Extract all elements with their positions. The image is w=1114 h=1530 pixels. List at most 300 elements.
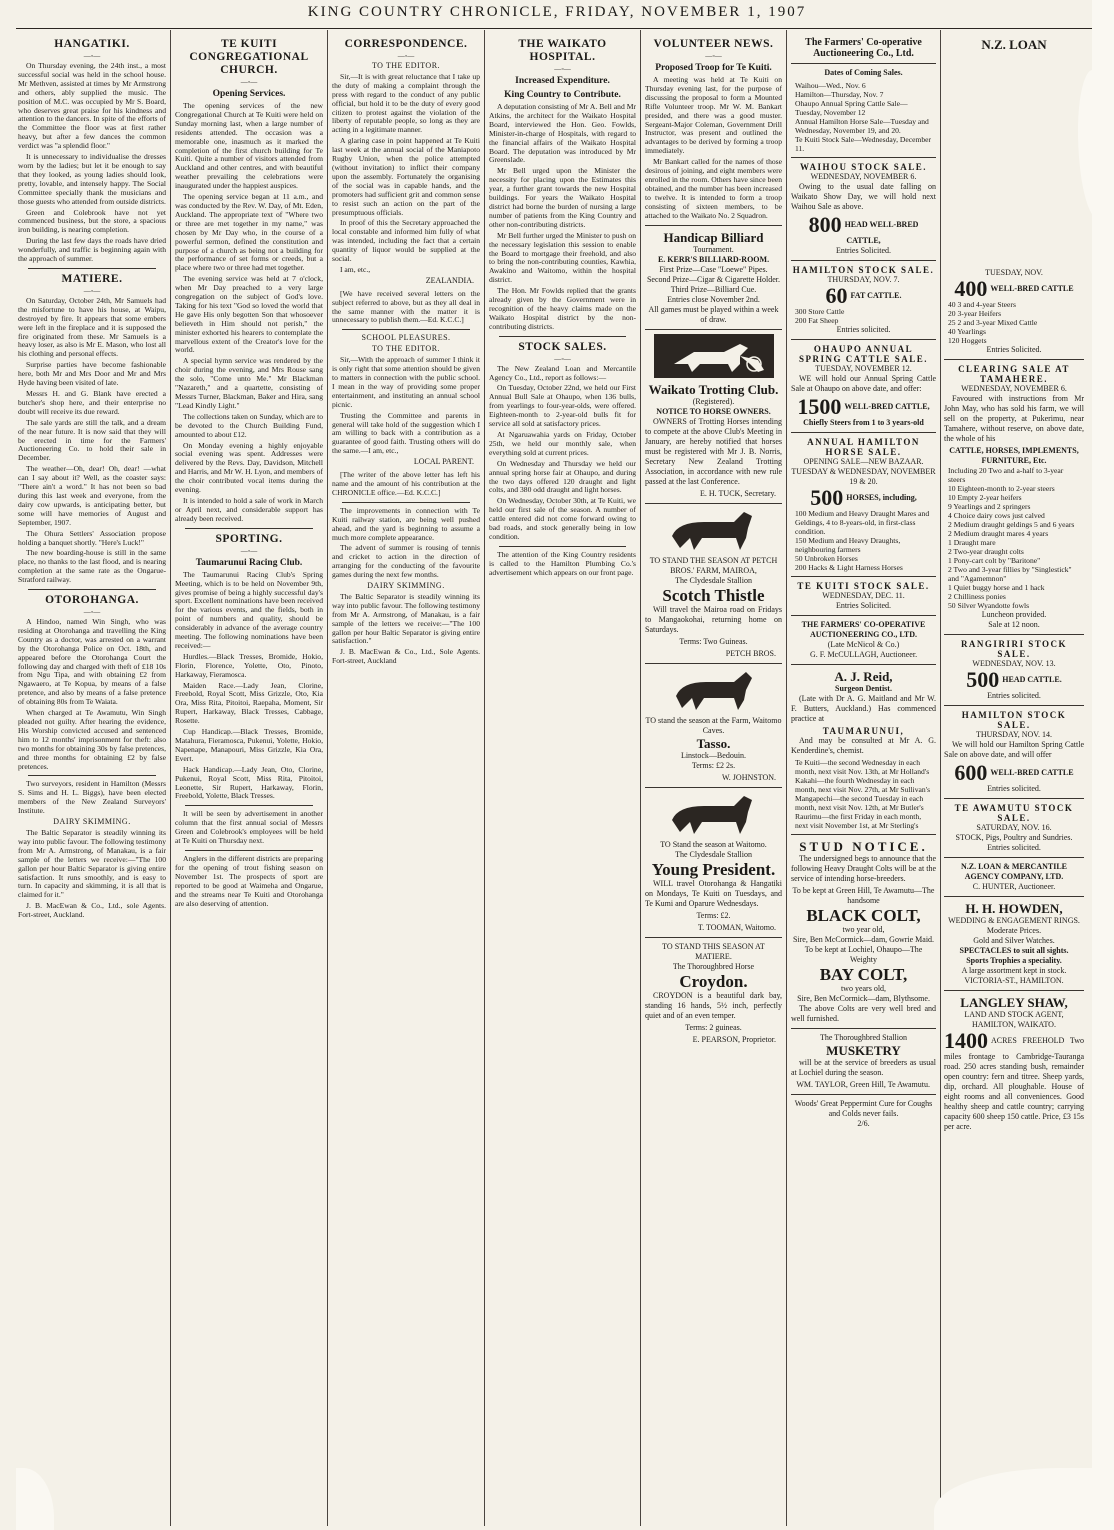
divider: [185, 805, 313, 806]
ad-assortment: A large assortment kept in stock.: [961, 966, 1067, 975]
divider: [791, 432, 936, 433]
article-paragraph: Messrs H. and G. Blank have erected a butcher's shop here, and their enterprise no doubt will receive its due reward.: [18, 389, 166, 416]
divider: [185, 850, 313, 851]
visit-list: Te Kuiti—the second Wednesday in each month, next visit Nov. 13th, at Mr Holland's Kakahi—the fourth Wednesday in each month, next visit Nov. 27th, at Mr Sullivan's Mangapechi—the second Tuesday in each month, next visit Nov. 12th, at Mr Butler's Raurimu—the first Friday in each month, next visit November 1st, at Mr Sterling's: [795, 758, 931, 830]
ad-body: The undersigned begs to announce that the following Heavy Draught Colts will be at the service of intending horse-breeders.: [791, 854, 936, 883]
head-count: 600: [954, 760, 988, 785]
sale-date: WEDNESDAY, DEC. 11.: [822, 591, 905, 600]
ad-title: STUD NOTICE.: [799, 839, 928, 854]
ad-close-date: Entries close November 2nd.: [667, 294, 760, 304]
article-paragraph: A meeting was held at Te Kuiti on Thursday evening last, for the purpose of discussing the proposal to form a Mounted Rifle Volunteer troop. Mr W. M. Bankart presided, and there was a good muster. Sergeant-Major Coleman, Government Drill Instructor, was present and outlined the advantages to be derived by forming a troop immediately.: [645, 75, 782, 156]
ad-intro: TO STAND THE SEASON AT PETCH BROS.' FARM, MAIROA,: [649, 555, 778, 575]
heading-volunteer-news: VOLUNTEER NEWS.: [653, 38, 774, 50]
ad-stallion-name: MUSKETRY: [826, 1043, 901, 1058]
sale-title: OHAUPO ANNUAL SPRING CATTLE SALE.: [798, 344, 929, 364]
ad-breed: The Clydesdale Stallion: [675, 849, 752, 859]
ad-body: will be at the service of breeders as usual at Lochiel during the season.: [791, 1058, 936, 1077]
ornament: —◦—: [83, 608, 101, 617]
ad-subtitle: LAND AND STOCK AGENT,: [964, 1010, 1064, 1019]
heading-congregational-church: TE KUITI CONGREGATIONAL CHURCH.: [189, 38, 309, 76]
article-paragraph: Anglers in the different districts are preparing for the opening of trout fishing season on November 1st. The prospects of sport are reported to be good at Waimeha and Ongarue, and the streams near Te Kuiti and Otorohanga are also deserving of attention.: [175, 853, 323, 908]
sale-date: Te Kuiti Stock Sale—Wednesday, December 11.: [795, 135, 932, 153]
article-paragraph: Trusting the Committee and parents in general will take hold of the suggestion which I am willing to back with a contribution as a guarantee of good faith. Trusting others will do the same.—I am, etc.,: [332, 410, 480, 456]
column-3: [332, 34, 480, 1524]
letter-signature: LOCAL PARENT.: [413, 457, 474, 467]
colt-sire: Sire, Ben McCormick—dam, Gowrie Maid.: [792, 935, 935, 944]
ad-tasso: [645, 668, 782, 783]
head-count: 500: [810, 485, 844, 510]
stock-list: 300 Store Cattle 200 Fat Sheep: [795, 307, 845, 325]
ad-body: ACRES FREEHOLD Two miles frontage to Cambridge-Tauranga road. 250 acres standing bush, remainder open country: fern and titree. Sheep yards, dip, orchard. All ploughable. House of eight rooms and all conveniences. Good healthy sheep and cattle country; carrying capacity 600 sheep 150 cattle. Price, £3 15s per acre.: [944, 1035, 1084, 1131]
subheading-opening-services: Opening Services.: [212, 89, 286, 99]
ornament: —◦—: [83, 286, 101, 295]
column-6: [791, 34, 936, 1524]
ad-body: WE will hold our Annual Spring Cattle Sale at Ohaupo on above date, and offer:: [791, 374, 936, 393]
ad-body: OWNERS of Trotting Horses intending to compete at the above Club's Meeting in January, are hereby notified that horses must be registered with Mr J. B. Norris, Secretary New Zealand Trotting Association, in accordance with new rule passed at the last Conference.: [645, 416, 782, 486]
ad-terms: Terms: £2.: [696, 910, 731, 920]
ad-breed: The Clydesdale Stallion: [675, 575, 752, 585]
article-paragraph: The opening services of the new Congregational Church at Te Kuiti were held on Sunday morning last, when a large number of residents attended. The occasion was a memorable one, inasmuch as it marked the completion of the first church building for Te Kuiti. Quite a number of visitors attended from Auckland and other centres, and with beautiful weather prevailing the celebrations were inaugurated under the happiest auspices.: [175, 101, 323, 191]
head-count: 1500: [797, 394, 842, 419]
article-paragraph: On Saturday, October 24th, Mr Samuels had the misfortune to have his house, at Waipu, destroyed by fire. It appears that some embers were left in the fireplace and it is supposed the fire originated from these. Mr Samuels is a heavy loser, as also is Mr E. Mason, who lost all his clothing and personal effects.: [18, 295, 166, 359]
ornament: —◦—: [705, 52, 722, 60]
ad-body: STOCK, Pigs, Poultry and Sundries.: [955, 833, 1073, 842]
ad-dentist: [791, 669, 936, 830]
sale-title: WAIHOU STOCK SALE.: [799, 162, 928, 172]
ad-address: HAMILTON, WAIKATO.: [972, 1020, 1056, 1029]
sale-dates-list: [795, 81, 932, 153]
divider: [185, 528, 313, 529]
ad-stallion-name: Scotch Thistle: [662, 585, 765, 605]
ad-intro: TO stand the season at the Farm, Waitomo Caves.: [645, 715, 782, 735]
ad-subtitle: Surgeon Dentist.: [835, 684, 892, 693]
prize-line: First Prize—Case "Loewe" Pipes.: [659, 264, 768, 274]
article-paragraph: It will be seen by advertisement in another column that the first annual social of Messrs Green and Colebrook's employees will be held at Te Kuiti on Thursday next.: [175, 809, 323, 846]
sale-time: Sale at 12 noon.: [988, 620, 1040, 629]
ad-breed: The Thoroughbred Horse: [672, 961, 755, 971]
article-paragraph: Surprise parties have become fashionable here, both Mr and Mrs Door and Mr and Mrs Hyde having been visited of late.: [18, 360, 166, 388]
divider: [791, 615, 936, 616]
article-paragraph: Sir,—With the approach of summer I think it is only right that some attention should be given to matters in connection with the public school. I mean in the way of providing some proper entertainment, and instituting an annual school picnic.: [332, 355, 480, 409]
ad-body: We will hold our Hamilton Spring Cattle Sale on above date, and will offer: [944, 740, 1084, 759]
article-paragraph: On Thursday evening, the 24th inst., a most successful social was held in the school house. Mr Methven, assisted at times by Mr Armstrong and others, ably supplied the music. The position of M.C. was occupied by Mr S. Board, who deserves great praise for his kindness and attention to the dancers. In spite of the efforts of the Committee the floor was at first rather heavy, but after a few dances the common verdict was "a splendid floor.": [18, 61, 166, 151]
ad-trophies: Sports Trophies a speciality.: [966, 956, 1062, 965]
ad-terms: Terms: Two Guineas.: [679, 636, 748, 646]
company-subtitle: (Late McNicol & Co.): [827, 640, 900, 649]
divider: [28, 589, 156, 590]
ad-title: A. J. Reid,: [834, 669, 893, 684]
ad-body: CROYDON is a beautiful dark bay, standing 16 hands, 5½ inch, perfectly quiet and of an even temper.: [645, 990, 782, 1020]
article-paragraph: At Ngaruawahia yards on Friday, October 25th, we held our monthly sale, when everything sold at current prices.: [489, 430, 636, 457]
ad-langley-shaw: [944, 995, 1084, 1132]
masthead: KING COUNTRY CHRONICLE, FRIDAY, NOVEMBER 1, 1907: [307, 4, 807, 20]
sale-date: TUESDAY, NOVEMBER 12.: [815, 364, 912, 373]
ad-body: Favoured with instructions from Mr John May, who has sold his farm, we will sell on the property, at Pukerimu, near Tamahere, without reserve, on above date, the whole of his: [944, 394, 1084, 443]
article-paragraph: On Tuesday, October 22nd, we held our First Annual Bull Sale at Ohaupo, when 136 bulls, from yearlings to four-year-olds, were offered. Eighteen-month to 2-year-old bulls fit for service all sold at satisfactory prices.: [489, 383, 636, 429]
colt-name: BAY COLT,: [819, 965, 908, 984]
subheading-racing-club: Taumarunui Racing Club.: [195, 557, 303, 568]
divider: [791, 63, 936, 64]
divider: [944, 798, 1084, 799]
sale-title: HAMILTON STOCK SALE.: [792, 265, 935, 275]
divider: [791, 664, 936, 665]
ad-intro: TO Stand the season at Waitomo.: [660, 839, 767, 849]
ornament: —◦—: [83, 52, 101, 60]
ad-croydon: [645, 942, 782, 1045]
stock-list: 40 3 and 4-year Steers 20 3-year Heifers 25 2 and 3-year Mixed Cattle 40 Yearlings 120 Hoggets: [948, 300, 1038, 345]
ad-body: WILL travel Otorohanga & Hangatiki on Mondays, Te Kuiti on Tuesdays, and Te Kumi and Oparure Wednesdays.: [645, 878, 782, 908]
entries-note: Entries Solicited.: [835, 601, 892, 610]
stock-item: HEAD WELL-BRED CATTLE,: [844, 219, 919, 245]
ad-location: To be kept at Lochiel, Ohaupo—The Weighty: [804, 945, 923, 964]
to-the-editor: TO THE EDITOR.: [371, 61, 441, 70]
torn-edge: [1092, 0, 1114, 1530]
sale-date: Ohaupo Annual Spring Cattle Sale—Tuesday, November 12: [795, 99, 908, 117]
article-paragraph: When charged at Te Awamutu, Win Singh pleaded not guilty. After hearing the evidence, His Worship convicted accused and sentenced him to 12 months' imprisonment for theft: also two months for obtaining 30s by false pretences, and three months for obtaining £2 by false pretences.: [18, 708, 166, 771]
ad-stud-notice: [791, 839, 936, 1129]
sale-date: TUESDAY, NOV.: [985, 268, 1043, 277]
torn-area: [944, 55, 1084, 265]
ad-annual-horse-sale: [791, 437, 936, 572]
head-count: 500: [966, 667, 1000, 692]
ad-notice: NOTICE TO HORSE OWNERS.: [656, 406, 771, 416]
stock-list: Including 20 Two and a-half to 3-year steers 10 Eighteen-month to 2-year steers 10 Empty 2-year heifers 9 Yearlings and 2 springers 4 Choice dairy cows just calved 2 Medium draught geldings 5 and 6 years 2 Medium draught mares 4 years 1 Draught mare 2 Two-year draught colts 1 Pony-cart colt by "Baritone" 2 Two and 3-year fillies by "Singlestick" and "Agamemnon" 1 Quiet buggy horse and 1 hack 2 Chilliness ponies 50 Silver Wyandotte fowls: [948, 466, 1075, 610]
ad-woods-cure: Woods' Great Peppermint Cure for Coughs and Colds never fails.: [794, 1099, 933, 1118]
sale-title: TE AWAMUTU STOCK SALE.: [954, 803, 1074, 823]
article-paragraph: Cup Handicap.—Black Tresses, Bromide, Matahura, Fieramosca, Pukenui, Yolette, Hokio, Napenape, Manapouri, Miss Grizzle, Kia Ora, Evert.: [175, 727, 323, 763]
ad-stallion-name: Young President.: [651, 859, 776, 879]
ad-signature: T. TOOMAN, Waitomo.: [697, 922, 776, 932]
divider: [28, 268, 156, 269]
article-paragraph: The Ohura Settlers' Association propose holding a banquet shortly. "Here's Luck!": [18, 528, 166, 547]
ornament: —◦—: [554, 65, 571, 73]
ad-subtitle: Tournament.: [693, 244, 734, 254]
ad-hamilton-sale: [791, 265, 936, 335]
ad-terms: Terms: 2 guineas.: [685, 1022, 742, 1032]
prize-line: Second Prize—Cigar & Cigarette Holder.: [646, 274, 781, 284]
stock-item: WELL-BRED CATTLE, Chiefly Steers from 1 to 3 years-old: [803, 401, 930, 427]
article-paragraph: J. B. MacEwan & Co., Ltd., Sole Agents. Fort-street, Auckland: [332, 647, 480, 666]
ad-wedding-rings: WEDDING & ENGAGEMENT RINGS.: [948, 916, 1080, 925]
article-paragraph: On Wednesday, October 30th, at Te Kuiti, we held our first sale of the season. A number of cattle entered did not come forward owing to bad roads, and stock generally being in low condition.: [489, 496, 636, 541]
ornament: —◦—: [240, 546, 258, 555]
ad-location: To be kept at Green Hill, Te Awamutu—The handsome: [792, 886, 935, 905]
ad-note: All games must be played within a week of draw.: [648, 304, 779, 324]
to-the-editor: TO THE EDITOR.: [371, 344, 441, 354]
ad-signature: PETCH BROS.: [725, 648, 776, 658]
divider: [499, 336, 626, 337]
ad-clearing-sale: [944, 364, 1084, 630]
sale-subtitle: OPENING SALE—NEW BAZAAR.: [803, 457, 924, 466]
article-paragraph: The New Zealand Loan and Mercantile Agency Co., Ltd., report as follows:—: [489, 363, 636, 382]
article-paragraph: The opening service began at 11 a.m., and was conducted by the Rev. W. Day, of Mt. Eden, Auckland. The appropriate text of "Where two or three are met together in my name," was chosen by Mr Day who, in the course of a powerful sermon, defined the constitution and purpose of a church as being not a building for the performance of set forms or creeds, but a place where two or three had met together.: [175, 192, 323, 273]
article-paragraph: During the last few days the roads have dried wonderfully, and traffic is beginning again with the approach of summer.: [18, 236, 166, 264]
ad-title: H. H. HOWDEN,: [965, 901, 1063, 916]
divider: [645, 663, 782, 664]
ornament: —◦—: [554, 354, 571, 363]
editor-note: [We have received several letters on the subject referred to above, but as they all deal in the same manner with the matter it is unnecessary to publish them.—Ed. K.C.C.]: [332, 288, 480, 325]
column-rule: [484, 30, 485, 1526]
sale-date: WEDNESDAY, NOVEMBER 6.: [961, 384, 1067, 393]
article-paragraph: On Wednesday and Thursday we held our annual spring horse fair at Ohaupo, and during the two days offered 120 draught and light colts, and 380 odd draught and light horses.: [489, 458, 636, 495]
article-paragraph: It is intended to hold a sale of work in March or April next, and considerable support has already been received.: [175, 495, 323, 523]
entries-note: Entries solicited.: [836, 325, 891, 334]
sale-date: Hamilton—Thursday, Nov. 7: [795, 90, 884, 99]
article-paragraph: It is unnecessary to individualise the dresses worn by the ladies; but let it be enough to say that they looked, as young ladies should look, pretty, lovable, and intensely happy. The Social Committee specially thank the musicians and those guests who attended from outside districts.: [18, 152, 166, 206]
article-paragraph: The new boarding-house is still in the same place, no thanks to the last flood, and is nearing completion at the same rate as the Ongarue-Stratford railway.: [18, 548, 166, 585]
entries-note: Entries solicited.: [987, 843, 1041, 852]
heading-school-pleasures: SCHOOL PLEASURES.: [361, 333, 451, 343]
ad-waihou-sale: [791, 162, 936, 256]
colt-sire: Sire, Ben McCormick—dam, Blythsome.: [797, 994, 930, 1003]
subheading-king-country: King Country to Contribute.: [504, 90, 621, 100]
article-paragraph: Two surveyors, resident in Hamilton (Messrs S. Sims and H. L. Biggs), have been elected members of the New Zealand Surveyors' Institute.: [18, 779, 166, 816]
letter-signature: ZEALANDIA.: [425, 275, 474, 285]
acre-count: 1400: [944, 1028, 988, 1053]
sale-date: TUESDAY & WEDNESDAY, NOVEMBER 19 & 20.: [791, 467, 936, 486]
stock-item: HORSES, including,: [846, 492, 917, 502]
divider: [645, 937, 782, 938]
ad-ohaupo-400: [944, 268, 1084, 355]
sale-title: HAMILTON STOCK SALE.: [961, 710, 1067, 730]
sale-date: WEDNESDAY, NOVEMBER 6.: [810, 172, 917, 181]
dates-title: Dates of Coming Sales.: [824, 68, 903, 77]
article-paragraph: Maiden Race.—Lady Jean, Clorine, Freebold, Royal Scott, Miss Grizzle, Oto, Kia Ora, Miss Rita, Pitoitoi, Raepaha, Moment, Sir Rupert, Harkaway, Black Tresses, Cabbage, Rosette.: [175, 680, 323, 726]
article-paragraph: The evening service was held at 7 o'clock, when Mr Day preached to a very large congregation on the subject of God's love. Taking for his text "God so loved the world that He gave His only begotten Son that whosoever believeth in Him should not perish," the minister exhorted his hearers to contemplate the marvellous extent of the Creator's love for the world.: [175, 274, 323, 355]
editor-note: [The writer of the above letter has left his name and the amount of his contribution at the CHRONICLE office.—Ed. K.C.C.]: [332, 470, 480, 497]
article-paragraph: The Baltic Separator is steadily winning its way into public favour. The following testimony from Mr A. Armstrong, of Manakau, is a fair sample of the letters we receive:—"The 100 gallon per hour Baltic Separator is giving entire satisfaction. It runs smoothly, and is easy to turn. In capacity and skimming, it is all that is claimed for it.": [18, 827, 166, 900]
article-paragraph: Hack Handicap.—Lady Jean, Oto, Clorine, Pukenui, Royal Scott, Miss Rita, Pitoitoi, Leonette, Sir Rupert, Harkaway, Florin, Freebold, Yolette, Black Tresses.: [175, 764, 323, 801]
article-paragraph: A deputation consisting of Mr A. Bell and Mr Atkins, the architect for the Waikato Hospital Board, interviewed the Hon. Geo. Fowlds, Minister-in-charge of Hospitals, with regard to the financial affairs of the Waikato Hospital Board. The deputation was introduced by Mr Greenslade.: [489, 102, 636, 165]
ad-place: TAUMARUNUI,: [822, 726, 905, 736]
ad-title: The Farmers' Co-operative Auctioneering Co., Ltd.: [805, 37, 922, 59]
masthead-rule: [16, 28, 1114, 29]
stock-item: WELL-BRED CATTLE: [990, 767, 1074, 777]
article-paragraph: In proof of this the Secretary approached the local constable and informed him fully of what was intended, including the fact that a certain quantity of liquor would be supplied at the social.: [332, 218, 480, 264]
ad-signature: E. PEARSON, Proprietor.: [692, 1034, 776, 1044]
article-paragraph: A Hindoo, named Win Singh, who was residing at Otorohanga and travelling the King Country as a doctor, was arrested on a warrant by the Otorohanga Police on Oct. 18th, and appeared before the Otorohanga Court the following day and charged with theft of £18 10s from Ngu Tipa, and with obtaining £2 from Ngawaero, at Te Kopua, by means of a false pretence, and also by means of a false pretence of obtaining 80s from Te Waiata.: [18, 617, 166, 707]
article-paragraph: The Taumarunui Racing Club's Spring Meeting, which is to be held on November 9th, gives promise of being a highly successful day's sport. Excellent nominations have been received for the various events, and the fields, both in point of numbers and quality, should be considerably in advance of the average country meeting. The following nominations have been received:—: [175, 569, 323, 650]
heading-waikato-hospital: THE WAIKATO HOSPITAL.: [518, 38, 607, 63]
divider: [944, 990, 1084, 991]
sale-date: SATURDAY, NOV. 16.: [976, 823, 1052, 832]
article-paragraph: Mr Bell further urged the Minister to push on the necessary legislation this session to enable the Board to mortgage their freehold, and also to bring the non-contributing counties, Kawhia, Awakino and Waitomo, within the hospital district.: [489, 230, 636, 285]
divider: [645, 329, 782, 330]
divider: [944, 896, 1084, 897]
column-rule: [786, 30, 787, 1526]
divider: [791, 1028, 936, 1029]
draught-horse-icon: [654, 508, 774, 552]
sale-title: TE KUITI STOCK SALE.: [797, 581, 930, 591]
ad-howden-jeweller: [944, 901, 1084, 986]
ornament: —◦—: [240, 78, 258, 86]
article-paragraph: Mr Bell urged upon the Minister the necessity for placing upon the Estimates this year, a further grant towards the new Hospital buildings. For years the Waikato Hospital district had borne the burden of nursing a large number of patients from the King Country and other non-contributing districts.: [489, 166, 636, 229]
ad-title: LANGLEY SHAW,: [960, 995, 1068, 1010]
divider: [342, 502, 470, 503]
divider: [791, 576, 936, 577]
heading-sporting: SPORTING.: [215, 532, 283, 545]
column-5: [645, 34, 782, 1524]
article-paragraph: Sir,—It is with great reluctance that I take up the duty of making a complaint through the press with regard to the conduct of any public official, but hold it to be the duty of every good citizen to protest against the violation of the liberty of reputable people, so long as they are acting in a legitimate manner.: [332, 71, 480, 135]
ad-address: VICTORIA-ST., HAMILTON.: [964, 976, 1064, 985]
divider: [791, 1094, 936, 1095]
ad-hamilton-spring-sale: [944, 710, 1084, 794]
stock-item: FAT CATTLE.: [850, 290, 902, 300]
ad-body: Will travel the Mairoa road on Fridays to Mangaokohai, returning home on Saturdays.: [645, 604, 782, 634]
divider: [499, 546, 626, 547]
article-paragraph: A glaring case in point happened at Te Kuiti last week at the annual social of the Maniapoto Rugby Union, when the police attempted (without invitation) to inflict their company upon the assembly. Fortunately the organising of the social was in capable hands, and the promoters had sufficient grit and common sense to resist such an action on the part of the presumptuous officials.: [332, 136, 480, 217]
stock-item: WELL-BRED CATTLE: [990, 283, 1074, 293]
article-paragraph: Green and Colebrook have not yet commenced business, but the store, a spacious iron building, is nearing completion.: [18, 207, 166, 235]
ad-price: 2/6.: [857, 1119, 870, 1128]
ad-stallion-name: Croydon.: [679, 971, 748, 991]
sale-date: THURSDAY, NOV. 14.: [975, 730, 1053, 739]
head-count: 800: [808, 212, 842, 237]
article-paragraph: The Hon. Mr Fowlds replied that the grants already given by the Government were in recognition of the heavy claims made on the Waikato Hospital district by the non-contributing districts.: [489, 286, 636, 331]
ad-title: N.Z. LOAN: [981, 37, 1047, 52]
entries-note: Entries solicited.: [987, 691, 1041, 700]
clearing-heading: CATTLE, HORSES, IMPLEMENTS, FURNITURE, Etc.: [949, 446, 1079, 465]
ad-young-president: [645, 792, 782, 933]
colt-name: BLACK COLT,: [806, 906, 921, 925]
entries-note: Entries Solicited.: [835, 246, 892, 255]
heading-dairy-skimming: DAIRY SKIMMING.: [367, 581, 445, 591]
article-paragraph: The Baltic Separator is steadily winning its way into public favour. The following testimony from Mr A. Armstrong, of Manakau, is a fair sample of the letters we receive:—"The 100 gallon per hour Baltic Separator is giving entire satisfaction.": [332, 591, 480, 646]
ad-terms: Terms: £2 2s.: [691, 760, 736, 770]
ad-stallion-name: Tasso.: [696, 735, 731, 751]
article-paragraph: I am, etc.,: [340, 264, 371, 274]
column-2: [175, 34, 323, 1524]
ad-body: (Late with Dr A. G. Maitland and Mr W. F. Butters, Auckland.) Has commenced practice at: [791, 694, 936, 723]
auctioneer-signature: C. HUNTER, Auctioneer.: [972, 882, 1056, 891]
ad-farmers-coop-header: [791, 37, 936, 78]
heading-matiere: MATIERE.: [61, 272, 123, 285]
ad-body: The above Colts are very well bred and well furnished.: [791, 1004, 936, 1023]
sale-date: Annual Hamilton Horse Sale—Tuesday and Wednesday, November 19, and 20.: [795, 117, 929, 135]
heading-dairy-skimming: DAIRY SKIMMING.: [53, 817, 131, 827]
ad-rangiriri-sale: [944, 639, 1084, 701]
ad-signature: WM. TAYLOR, Green Hill, Te Awamutu.: [796, 1080, 930, 1089]
company-name: THE FARMERS' CO-OPERATIVE AUCTIONEERING CO., LTD.: [801, 620, 926, 639]
article-paragraph: The improvements in connection with Te Kuiti railway station, are being well pushed ahead, and the yard is beginning to assume a much more complete appearance.: [332, 505, 480, 542]
ornament: —◦—: [397, 52, 415, 60]
entries-note: Entries Solicited.: [986, 345, 1042, 354]
article-paragraph: The attention of the King Country residents is called to the Hamilton Plumbing Co.'s advertisement which appears on our front page.: [489, 549, 636, 577]
ad-venue: E. KERR'S BILLIARD-ROOM.: [657, 254, 770, 264]
column-rule: [640, 30, 641, 1526]
ad-subtitle: (Registered).: [692, 396, 735, 406]
divider: [944, 857, 1084, 858]
sale-title: RANGIRIRI STOCK SALE.: [960, 639, 1068, 659]
heading-correspondence: CORRESPONDENCE.: [344, 38, 468, 50]
head-count: 400: [954, 276, 988, 301]
divider: [791, 339, 936, 340]
colt-age: two years old,: [840, 984, 887, 993]
ad-intro: TO STAND THIS SEASON AT MATIERE.: [662, 941, 765, 961]
sale-title: CLEARING SALE AT TAMAHERE.: [958, 364, 1070, 384]
divider: [791, 834, 936, 835]
ad-signature: E. H. TUCK, Secretary.: [700, 488, 776, 498]
sale-date: WEDNESDAY, NOV. 13.: [972, 659, 1056, 668]
sale-title: ANNUAL HAMILTON HORSE SALE.: [807, 437, 920, 457]
column-7: [944, 34, 1084, 1524]
article-paragraph: The weather—Oh, dear! Oh, dear! —what can I say about it? Well, as the coaster says: "There ain't a word." It has not been so bad during this last week and everyone, from the dairy cow upwards, is anticipating better, but some will have memories of August and September, 1907.: [18, 464, 166, 527]
ad-body: Owing to the usual date falling on Waikato Show Day, we will hold next Waihou Sale as above.: [791, 182, 936, 211]
stock-item: HEAD CATTLE.: [1002, 674, 1062, 684]
divider: [944, 359, 1084, 360]
sale-date: Waihou—Wed., Nov. 6: [795, 81, 866, 90]
column-rule: [170, 30, 171, 1526]
ad-watches: Gold and Silver Watches.: [973, 936, 1055, 945]
ad-title: Handicap Billiard: [663, 229, 764, 245]
trotting-horse-icon: [654, 334, 774, 378]
heading-stock-sales: STOCK SALES.: [518, 340, 607, 353]
column-4: [489, 34, 636, 1524]
article-paragraph: A special hymn service was rendered by the choir during the evening, and Mrs Rouse sang the solo, "Come unto Me." Mr Blackman "Nazareth," and a quartette, consisting of Messrs Turner, Blackman, Baker and Hira, sang "Lead Kindly Light.": [175, 356, 323, 410]
column-rule: [940, 30, 941, 1526]
article-paragraph: The collections taken on Sunday, which are to be devoted to the Church Building Fund, amounted to about £12.: [175, 411, 323, 439]
ad-spectacles: SPECTACLES to suit all sights.: [959, 946, 1069, 955]
head-count: 60: [825, 283, 848, 308]
horse-icon: [654, 792, 774, 836]
horse-icon: [654, 668, 774, 712]
prize-line: Third Prize—Billiard Cue.: [670, 284, 757, 294]
entries-note: Entries solicited.: [987, 784, 1041, 793]
ad-prices: Moderate Prices.: [986, 926, 1042, 935]
ad-scotch-thistle: [645, 508, 782, 659]
divider: [645, 787, 782, 788]
sale-date: THURSDAY, NOV. 7.: [827, 275, 900, 284]
company-name: N.Z. LOAN & MERCANTILE AGENCY COMPANY, LTD.: [960, 862, 1067, 881]
heading-otorohanga: OTOROHANGA.: [45, 594, 139, 607]
ad-te-awamutu-sale: [944, 803, 1084, 892]
divider: [791, 260, 936, 261]
article-paragraph: The sale yards are still the talk, and a dream of the near future. It is now said that they will be erected in time for the Farmers' Auctioneering Co. to hold their sale in December.: [18, 417, 166, 463]
subheading-proposed-troop: Proposed Troop for Te Kuiti.: [655, 63, 772, 73]
ad-signature: W. JOHNSTON.: [721, 772, 776, 782]
article-paragraph: Mr Bankart called for the names of those desirous of joining, and eight members were enrolled in the room. Others have since been obtained, and the number has been increased to twelve. It is intended to form a troop consisting of sixteen members, to be attached to the Waikato No. 2 Squadron.: [645, 157, 782, 220]
auctioneer-signature: G. F. McCULLAGH, Auctioneer.: [809, 650, 918, 659]
ad-trotting-club: [645, 334, 782, 499]
column-1: [18, 34, 166, 1524]
divider: [791, 157, 936, 158]
column-rule: [327, 30, 328, 1526]
divider: [28, 775, 156, 776]
ad-title: Waikato Trotting Club.: [648, 381, 779, 397]
divider: [342, 329, 470, 330]
ad-billiard: [645, 230, 782, 325]
heading-hangatiki: HANGATIKI.: [54, 38, 130, 50]
article-paragraph: J. B. MacEwan & Co., Ltd., sole Agents. Fort-street, Auckland.: [18, 901, 166, 920]
article-paragraph: The advent of summer is rousing of tennis and cricket to action in the direction of arranging for the conducting of the favourite games during the next few months.: [332, 543, 480, 580]
luncheon-note: Luncheon provided.: [981, 610, 1047, 619]
ad-nz-loan-header: [944, 37, 1084, 52]
ad-breed: The Thoroughbred Stallion: [820, 1033, 907, 1042]
subheading-expenditure: Increased Expenditure.: [515, 76, 610, 86]
stock-list: 100 Medium and Heavy Draught Mares and Geldings, 4 to 8-years-old, in first-class condition. 150 Medium and Heavy Draughts, neighbouring farmers 50 Unbroken Horses 200 Hacks & Light Harness Horses: [795, 509, 930, 572]
article-paragraph: On Monday evening a highly enjoyable social evening was spent. Addresses were delivered by the Revs. Day, Davidson, Mitchell and Harris, and Mr W. H. Lyon, and members of the choir contributed vocal items during the evening.: [175, 440, 323, 495]
ad-body: And may be consulted at Mr A. G. Kenderdine's, chemist.: [791, 736, 936, 755]
colt-age: two year old,: [842, 925, 885, 934]
divider: [645, 225, 782, 226]
ad-ohaupo-sale: [791, 344, 936, 428]
ad-pedigree: Linstock—Bedouin.: [680, 750, 747, 760]
divider: [944, 705, 1084, 706]
ad-te-kuiti-sale: [791, 581, 936, 660]
divider: [944, 634, 1084, 635]
article-paragraph: Hurdles.—Black Tresses, Bromide, Hokio, Florin, Florence, Yolette, Oto, Pinoto, Harkaway, Fieramosca.: [175, 651, 323, 679]
divider: [645, 503, 782, 504]
